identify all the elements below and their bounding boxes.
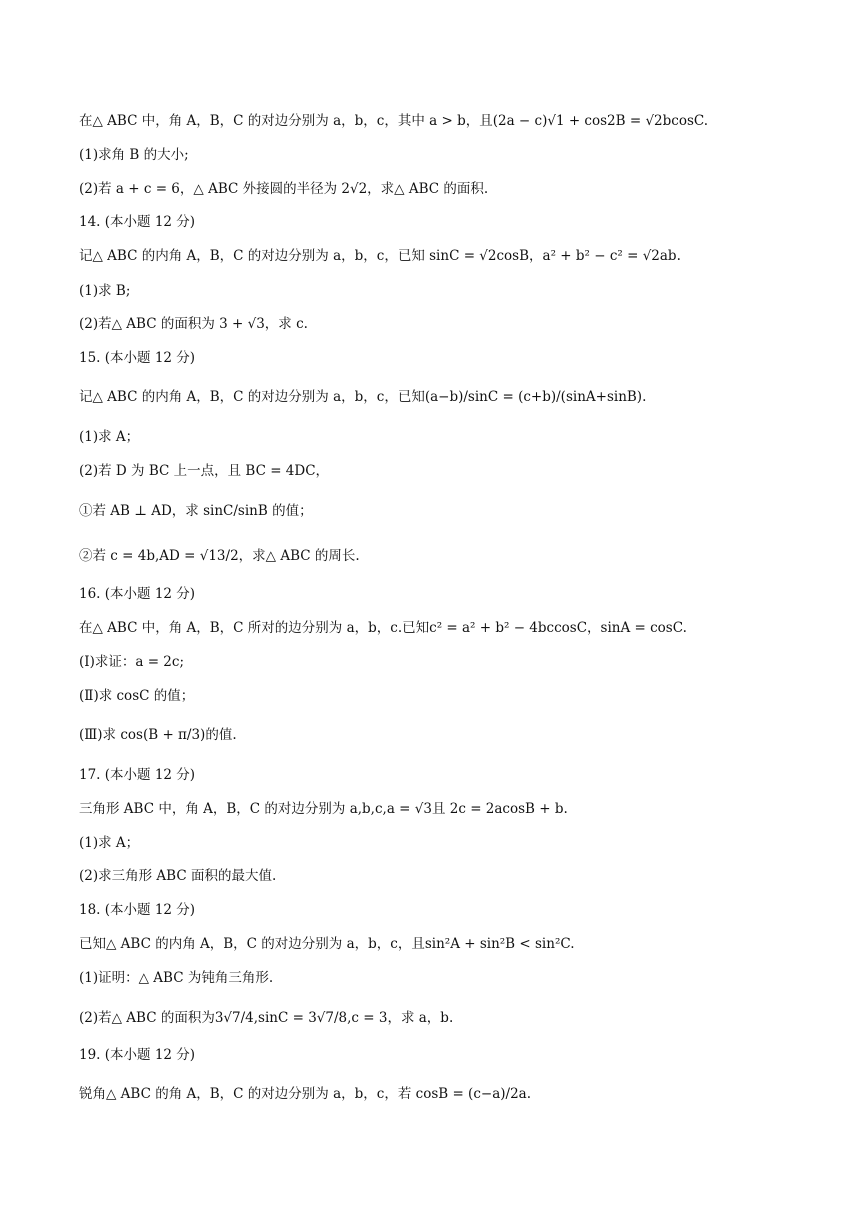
- problem-13-part-1: (1)求角 B 的大小;: [79, 147, 189, 163]
- problem-15-part-1: (1)求 A；: [79, 429, 140, 445]
- problem-18-heading: 18. (本小题 12 分): [79, 902, 196, 918]
- problem-14-statement: 记△ ABC 的内角 A，B，C 的对边分别为 a，b，c，已知 sinC = √2cosB，a² + b² − c² = √2ab.: [79, 248, 681, 264]
- problem-15-subpart-2: ②若 c = 4b,AD = √13/2，求△ ABC 的周长.: [79, 548, 360, 564]
- problem-15-part-2: (2)若 D 为 BC 上一点，且 BC = 4DC，: [79, 463, 330, 479]
- problem-19-statement: 锐角△ ABC 的角 A，B，C 的对边分别为 a，b，c，若 cosB = (c−a)/2a.: [79, 1086, 531, 1102]
- problem-13-statement: 在△ ABC 中，角 A，B，C 的对边分别为 a，b，c，其中 a > b，且(2a − c)√1 + cos2B = √2bcosC.: [79, 113, 709, 129]
- problem-14-part-1: (1)求 B;: [79, 283, 131, 299]
- problem-19-heading: 19. (本小题 12 分): [79, 1047, 196, 1063]
- problem-17-part-1: (1)求 A；: [79, 835, 140, 851]
- problem-15-statement: 记△ ABC 的内角 A，B，C 的对边分别为 a，b，c，已知(a−b)/sinC = (c+b)/(sinA+sinB).: [79, 389, 647, 405]
- problem-14-heading: 14. (本小题 12 分): [79, 214, 196, 230]
- problem-15-heading: 15. (本小题 12 分): [79, 350, 196, 366]
- problem-16-heading: 16. (本小题 12 分): [79, 586, 196, 602]
- problem-14-part-2: (2)若△ ABC 的面积为 3 + √3，求 c.: [79, 316, 308, 332]
- problem-16-statement: 在△ ABC 中，角 A，B，C 所对的边分别为 a，b，c.已知c² = a² + b² − 4bccosC，sinA = cosC.: [79, 620, 687, 636]
- problem-17-part-2: (2)求三角形 ABC 面积的最大值.: [79, 868, 277, 884]
- problem-16-part-3: (Ⅲ)求 cos(B + π/3)的值.: [79, 727, 237, 743]
- problem-13-part-2: (2)若 a + c = 6，△ ABC 外接圆的半径为 2√2，求△ ABC 的面积.: [79, 181, 489, 197]
- problem-16-part-1: (Ⅰ)求证：a = 2c;: [79, 654, 185, 670]
- problem-16-part-2: (Ⅱ)求 cosC 的值；: [79, 688, 195, 704]
- problem-17-heading: 17. (本小题 12 分): [79, 767, 196, 783]
- problem-18-statement: 已知△ ABC 的内角 A，B，C 的对边分别为 a，b，c，且sin²A + sin²B < sin²C.: [79, 936, 575, 952]
- problem-15-subpart-1: ①若 AB ⊥ AD，求 sinC/sinB 的值；: [79, 503, 313, 519]
- problem-17-statement: 三角形 ABC 中，角 A，B，C 的对边分别为 a,b,c,a = √3且 2c = 2acosB + b.: [79, 801, 568, 817]
- problem-18-part-2: (2)若△ ABC 的面积为3√7/4,sinC = 3√7/8,c = 3，求 a，b.: [79, 1010, 454, 1026]
- problem-18-part-1: (1)证明：△ ABC 为钝角三角形.: [79, 970, 274, 986]
